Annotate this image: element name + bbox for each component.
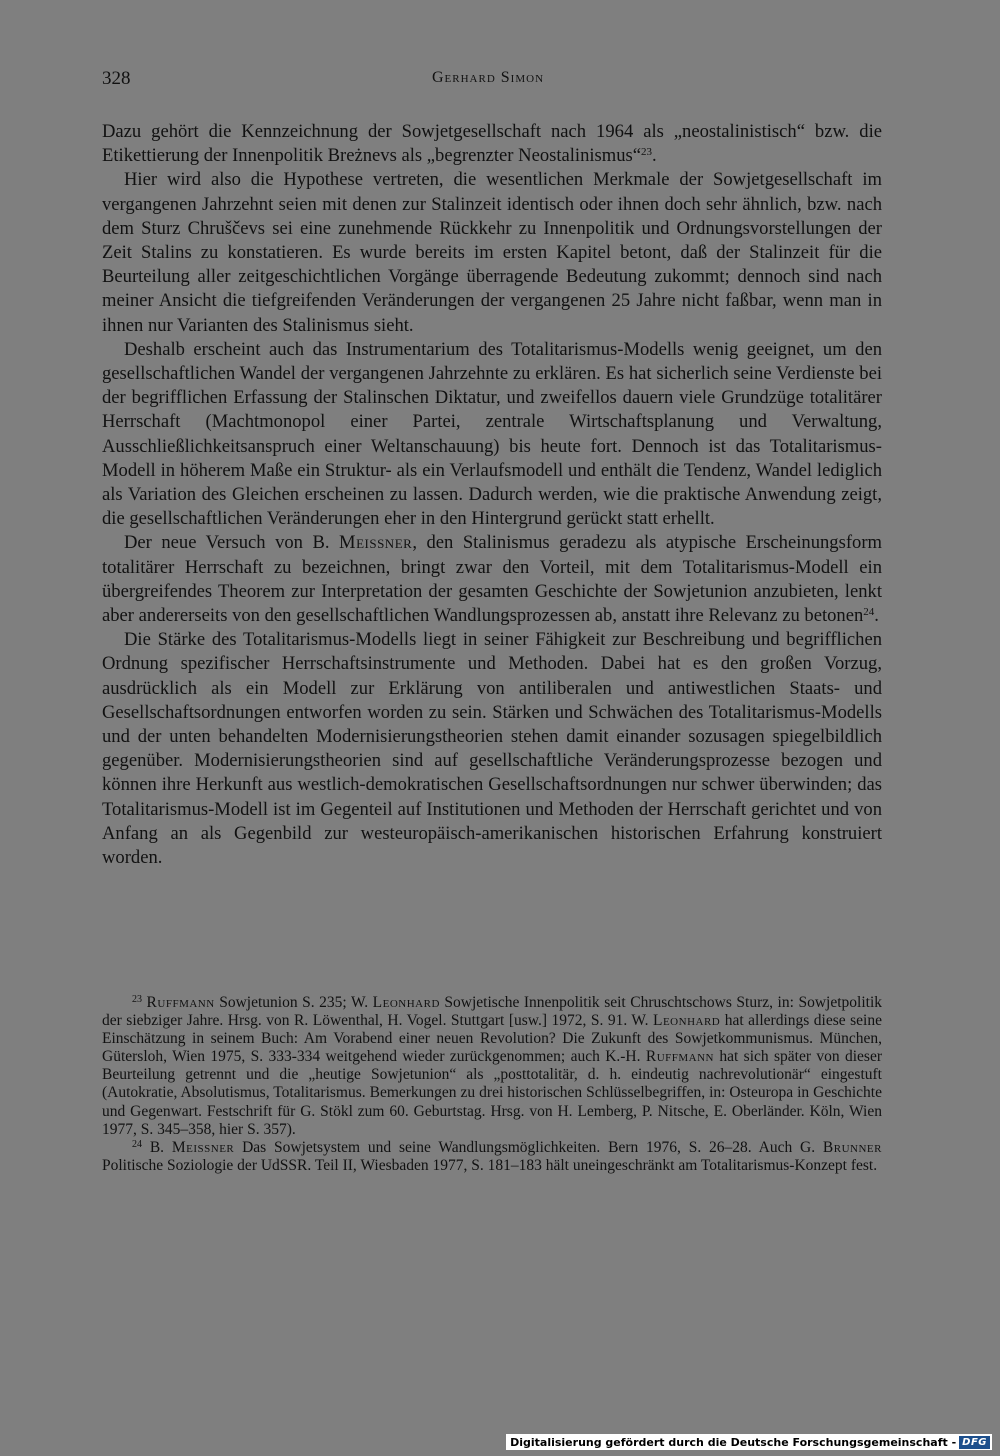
paragraph-3: Deshalb erscheint auch das Instrumentarium des Totalitarismus-Modells wenig geeignet, um den gesellschaftlichen Wandel der vergangenen Jahrzehnte zu erklären. Es hat sicherlich seine Verdienste bei der begrifflichen Erfassung der Stalinschen Diktatur, und zweifellos dauern viele Grundzüge totalitärer Herrschaft (Machtmonopol einer Partei, zentrale Wirtschaftsplanung und Verwaltung, Ausschließlichkeitsanspruch einer Weltanschauung) bis heute fort. Dennoch ist das Totalitarismus-Modell in höherem Maße ein Struktur- als ein Verlaufsmodell und enthält die Tendenz, Wandel lediglich als Variation des Gleichen erscheinen zu lassen. Dadurch werden, wie die praktische Anwendung zeigt, die gesellschaftlichen Veränderungen eher in den Hintergrund gerückt statt erhellt. xyxy=(102,338,882,530)
footnote-number: 23 xyxy=(132,994,142,1005)
page-header xyxy=(102,68,882,94)
paragraph-1: Dazu gehört die Kennzeichnung der Sowjetgesellschaft nach 1964 als „neostalinistisch“ bzw. die Etikettierung der Innenpolitik Breżnevs als „begrenzter Neostalinismus“$^{23}$. xyxy=(102,121,882,167)
paragraph-4: Der neue Versuch von B. Meissner, den Stalinismus geradezu als atypische Erscheinungsform totalitärer Herrschaft zu bezeichnen, bringt zwar den Vorteil, mit dem Totalitarismus-Modell ein übergreifendes Theorem zur Interpretation der gesamten Geschichte der Sowjetunion anzubieten, lenkt aber andererseits von den gesellschaftlichen Wandlungsprozessen ab, anstatt ihre Relevanz zu betonen$^{24}$. xyxy=(102,532,882,627)
dfg-logo[interactable]: DFG xyxy=(959,1436,990,1449)
running-head: Gerhard Simon xyxy=(432,69,545,86)
main-text xyxy=(102,120,882,870)
footnote-ref-23[interactable]: 23 xyxy=(641,146,653,159)
author-name: Meissner xyxy=(339,532,413,554)
page-number: 328 xyxy=(102,68,131,89)
footnotes xyxy=(102,994,882,1175)
author-name: Meissner xyxy=(171,1138,235,1156)
paragraph-2: Hier wird also die Hypothese vertreten, die wesentlichen Merkmale der Sowjetgesellschaft im vergangenen Jahrzehnt seien mit denen zur Stalinzeit identisch oder ihnen doch sehr ähnlich, bzw. nach dem Sturz Chruščevs sei eine zunehmende Rückkehr zu Innenpolitik und Ordnungsvorstellungen der Zeit Stalins zu konstatieren. Es wurde bereits im ersten Kapitel betont, daß der Stalinzeit für die Beurteilung aller zeitgeschichtlichen Vorgänge überragende Bedeutung zukommt; dennoch sind nach meiner Ansicht die tiefgreifenden Veränderungen der vergangenen 25 Jahre nicht faßbar, wenn man in ihnen nur Varianten des Stalinismus sieht. xyxy=(102,169,882,336)
author-name: Leonhard xyxy=(372,994,440,1011)
footnote-number: 24 xyxy=(132,1138,142,1150)
author-name: Ruffmann xyxy=(645,1048,714,1066)
footnote-23: $^{23}$ Ruffmann Sowjetunion S. 235; W. Leonhard Sowjetische Innenpolitik seit Chruschtschows Sturz, in: Sowjetpolitik der siebziger Jahre. Hrsg. von R. Löwenthal, H. Vogel. Stuttgart [usw.] 1972, S. 91. W. Leonhard hat allerdings diese seine Einschätzung in seinem Buch: Am Vorabend einer neuen Revolution? Die Zukunft des Sowjetkommunismus. München, Gütersloh, Wien 1975, S. 333-334 weitgehend wieder zurückgenommen; auch K.-H. Ruffmann hat sich später von dieser Beurteilung getrennt und die „heutige Sowjetunion“ als „posttotalitär, d. h. eindeutig nachrevolutionär“ eingestuft (Autokratie, Absolutismus, Totalitarismus. Bemerkungen zu drei historischen Schlüsselbegriffen, in: Osteuropa in Geschichte und Gegenwart. Festschrift für G. Stökl zum 60. Geburtstag. Hrsg. von H. Lemberg, P. Nitsche, E. Oberländer. Köln, Wien 1977, S. 345–358, hier S. 357). xyxy=(102,994,882,1138)
author-name: Brunner xyxy=(822,1138,882,1156)
paragraph-5: Die Stärke des Totalitarismus-Modells liegt in seiner Fähigkeit zur Beschreibung und begrifflichen Ordnung spezifischer Herrschaftsinstrumente und Methoden. Dabei hat es den großen Vorzug, ausdrücklich als ein Modell zur Erklärung von antiliberalen und antiwestlichen Staats- und Gesellschaftsordnungen entworfen worden zu sein. Stärken und Schwächen des Totalitarismus-Modells und der unten behandelten Modernisierungstheorien stehen damit einander sozusagen spiegelbildlich gegenüber. Modernisierungstheorien sind auf gesellschaftliche Veränderungsprozesse bezogen und können ihre Herkunft aus westlich-demokratischen Gesellschaftsordnungen nur schwer überwinden; das Totalitarismus-Modell ist im Gegenteil auf Institutionen und Methoden der Herrschaft gerichtet und von Anfang an als Gegenbild zur westeuropäisch-amerikanischen historischen Erfahrung konstruiert worden. xyxy=(102,629,882,869)
digitization-credit-bar xyxy=(506,1434,992,1450)
footnote-ref-24[interactable]: 24 xyxy=(863,606,875,619)
digitization-credit: Digitalisierung gefördert durch die Deutsche Forschungsgemeinschaft - xyxy=(510,1435,957,1449)
author-name: Leonhard xyxy=(653,1012,721,1030)
footnote-24: $^{24}$ B. Meissner Das Sowjetsystem und seine Wandlungsmöglichkeiten. Bern 1976, S. 26–28. Auch G. Brunner Politische Soziologie der UdSSR. Teil II, Wiesbaden 1977, S. 181–183 hält uneingeschränkt am Totalitarismus-Konzept fest. xyxy=(102,1138,882,1174)
author-name: Ruffmann xyxy=(146,994,215,1011)
